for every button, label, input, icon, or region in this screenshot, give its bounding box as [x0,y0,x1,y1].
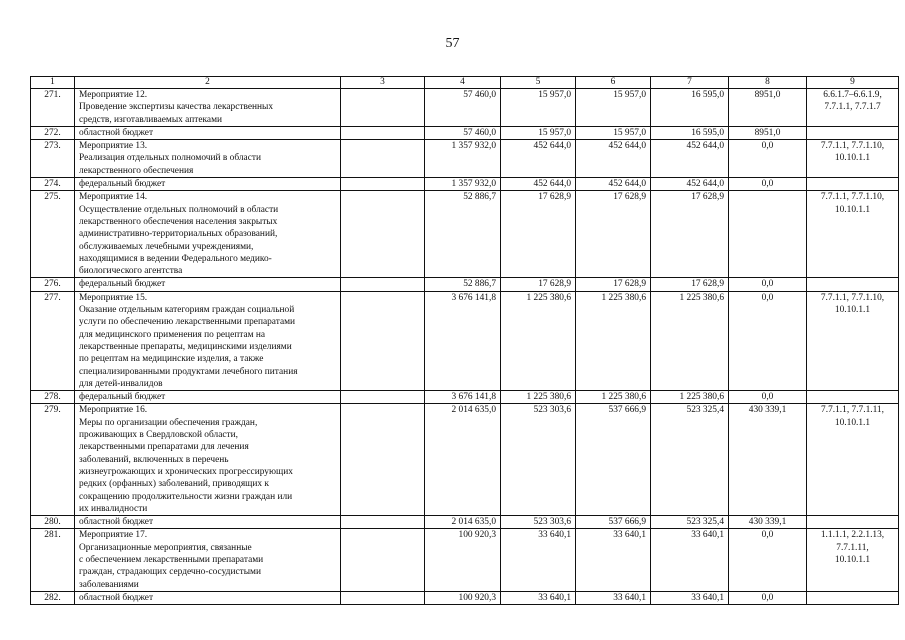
description-line: федеральный бюджет [79,392,166,403]
indicator-line: 10.10.1.1 [834,305,871,316]
description-line: лекарственного обеспечения населения закрытых [79,216,278,227]
indicator-line: 10.10.1.1 [834,554,871,565]
value-col-7: 523 325,4 [651,516,729,529]
table-row [31,178,899,191]
description-line: специализированными продуктами лечебного питания [79,366,298,377]
value-col-5: 523 303,6 [501,516,576,529]
column-3-cell [341,140,425,178]
value-col-5: 15 957,0 [501,126,576,139]
value-col-6: 537 666,9 [576,404,651,516]
value-col-5: 17 628,9 [501,278,576,291]
value-col-4: 52 886,7 [425,191,501,278]
column-3-cell [341,178,425,191]
indicator-line: 7.7.1.1, 7.7.1.7 [824,102,881,113]
description-line: Организационные мероприятия, связанные [79,542,252,553]
description-line: с обеспечением лекарственными препаратами [79,554,264,565]
indicator-line: 7.7.1.1, 7.7.1.10, [820,141,885,152]
row-description [75,404,341,516]
target-indicators [807,591,899,604]
value-col-8: 0,0 [729,391,807,404]
indicator-line: 7.7.1.11, [836,542,869,553]
description-line: федеральный бюджет [79,179,166,190]
target-indicators [807,278,899,291]
value-col-5: 452 644,0 [501,140,576,178]
indicator-line: 10.10.1.1 [834,153,871,164]
row-number: 280. [31,516,75,529]
description-line: Оказание отдельным категориям граждан социальной [79,305,295,316]
row-number: 275. [31,191,75,278]
description-line: Мероприятие 16. [79,405,148,416]
column-3-cell [341,529,425,591]
value-col-7: 1 225 380,6 [651,391,729,404]
description-line: Мероприятие 17. [79,530,148,541]
value-col-7: 452 644,0 [651,140,729,178]
column-header: 6 [576,77,651,89]
value-col-8: 0,0 [729,278,807,291]
table-row [31,529,899,591]
description-line: областной бюджет [79,127,154,138]
description-line: Мероприятие 14. [79,192,148,203]
value-col-6: 33 640,1 [576,591,651,604]
row-description [75,140,341,178]
value-col-8: 0,0 [729,529,807,591]
column-3-cell [341,591,425,604]
indicator-line: 6.6.1.7–6.6.1.9, [823,90,882,100]
target-indicators [807,126,899,139]
row-number: 274. [31,178,75,191]
row-description [75,529,341,591]
value-col-4: 1 357 932,0 [425,140,501,178]
column-header: 9 [807,77,899,89]
indicator-line: 7.7.1.1, 7.7.1.11, [821,405,884,416]
description-line: для детей-инвалидов [79,378,163,389]
value-col-4: 3 676 141,8 [425,291,501,390]
description-line: услуги по обеспечению лекарственными препаратами [79,317,296,328]
description-line: областной бюджет [79,592,154,603]
column-3-cell [341,404,425,516]
row-number: 282. [31,591,75,604]
value-col-8 [729,191,807,278]
value-col-6: 17 628,9 [576,278,651,291]
target-indicators [807,178,899,191]
column-3-cell [341,516,425,529]
value-col-4: 52 886,7 [425,278,501,291]
description-line: редких (орфанных) заболеваний, приводящих к [79,479,269,490]
column-header: 8 [729,77,807,89]
indicator-line: 7.7.1.1, 7.7.1.10, [820,292,885,303]
description-line: биологического агентства [79,266,183,277]
table-row [31,291,899,390]
value-col-4: 100 920,3 [425,591,501,604]
row-description [75,191,341,278]
description-line: Реализация отдельных полномочий в области [79,153,261,164]
value-col-8: 0,0 [729,591,807,604]
column-3-cell [341,278,425,291]
value-col-7: 452 644,0 [651,178,729,191]
table-row [31,191,899,278]
description-line: лекарственные препараты, медицинскими изделиями [79,341,292,352]
value-col-4: 2 014 635,0 [425,404,501,516]
indicator-line: 10.10.1.1 [834,204,871,215]
value-col-8: 430 339,1 [729,404,807,516]
column-header: 1 [31,77,75,89]
value-col-6: 452 644,0 [576,140,651,178]
row-description [75,591,341,604]
value-col-6: 452 644,0 [576,178,651,191]
value-col-4: 57 460,0 [425,89,501,127]
value-col-6: 33 640,1 [576,529,651,591]
column-3-cell [341,391,425,404]
column-header: 4 [425,77,501,89]
description-line: заболеваниями [79,579,139,590]
description-line: жизнеугрожающих и хронических прогрессирующих [79,466,293,477]
column-3-cell [341,89,425,127]
target-indicators [807,516,899,529]
description-line: по рецептам на медицинские изделия, а также [79,354,264,365]
column-3-cell [341,291,425,390]
row-description [75,516,341,529]
column-header: 2 [75,77,341,89]
row-number: 278. [31,391,75,404]
table-row [31,126,899,139]
value-col-7: 17 628,9 [651,278,729,291]
table-row [31,278,899,291]
description-line: заболеваний, включенных в перечень [79,454,229,465]
value-col-5: 452 644,0 [501,178,576,191]
value-col-6: 15 957,0 [576,126,651,139]
value-col-7: 33 640,1 [651,591,729,604]
table-row [31,591,899,604]
row-number: 277. [31,291,75,390]
row-description [75,89,341,127]
value-col-5: 33 640,1 [501,591,576,604]
description-line: обслуживаемых лечебными учреждениями, [79,241,254,252]
value-col-8: 8951,0 [729,126,807,139]
description-line: Мероприятие 12. [79,90,148,100]
description-line: лекарственными препаратами для лечения [79,442,249,453]
value-col-7: 1 225 380,6 [651,291,729,390]
value-col-8: 0,0 [729,291,807,390]
description-line: Мероприятие 15. [79,292,148,303]
description-line: Мероприятие 13. [79,141,148,152]
target-indicators [807,89,899,127]
value-col-8: 430 339,1 [729,516,807,529]
table-row [31,516,899,529]
row-number: 276. [31,278,75,291]
table-body [31,77,899,605]
value-col-6: 1 225 380,6 [576,291,651,390]
table-header-row [31,77,899,89]
value-col-5: 17 628,9 [501,191,576,278]
description-line: Осуществление отдельных полномочий в области [79,204,279,215]
row-description [75,391,341,404]
row-description [75,278,341,291]
budget-table [30,76,899,605]
value-col-7: 523 325,4 [651,404,729,516]
indicator-line: 7.7.1.1, 7.7.1.10, [820,192,885,203]
description-line: областной бюджет [79,517,154,528]
description-line: находящимися в ведении Федерального медико- [79,253,272,264]
row-number: 271. [31,89,75,127]
column-header: 7 [651,77,729,89]
value-col-5: 523 303,6 [501,404,576,516]
description-line: средств, изготавливаемых аптеками [79,114,223,125]
value-col-4: 100 920,3 [425,529,501,591]
indicator-line: 1.1.1.1, 2.2.1.13, [820,530,885,541]
row-description [75,291,341,390]
description-line: для медицинского применения по рецептам на [79,329,266,340]
row-number: 273. [31,140,75,178]
value-col-8: 8951,0 [729,89,807,127]
value-col-8: 0,0 [729,178,807,191]
table-row [31,391,899,404]
value-col-4: 2 014 635,0 [425,516,501,529]
value-col-4: 1 357 932,0 [425,178,501,191]
value-col-6: 1 225 380,6 [576,391,651,404]
row-description [75,126,341,139]
value-col-4: 57 460,0 [425,126,501,139]
value-col-7: 16 595,0 [651,126,729,139]
table-row [31,140,899,178]
target-indicators [807,404,899,516]
value-col-5: 15 957,0 [501,89,576,127]
description-line: граждан, страдающих сердечно-сосудистыми [79,567,261,578]
target-indicators [807,191,899,278]
page-number: 57 [445,36,460,51]
table-row [31,404,899,516]
row-description [75,178,341,191]
target-indicators [807,529,899,591]
description-line: Проведение экспертизы качества лекарственных [79,102,274,113]
row-number: 279. [31,404,75,516]
description-line: сокращению продолжительности жизни граждан или [79,491,293,502]
row-number: 281. [31,529,75,591]
column-3-cell [341,126,425,139]
value-col-8: 0,0 [729,140,807,178]
value-col-5: 1 225 380,6 [501,291,576,390]
value-col-6: 537 666,9 [576,516,651,529]
target-indicators [807,140,899,178]
description-line: проживающих в Свердловской области, [79,430,238,441]
table-row [31,89,899,127]
value-col-4: 3 676 141,8 [425,391,501,404]
row-number: 272. [31,126,75,139]
description-line: лекарственного обеспечения [79,165,194,176]
description-line: федеральный бюджет [79,279,166,290]
value-col-5: 33 640,1 [501,529,576,591]
value-col-5: 1 225 380,6 [501,391,576,404]
value-col-6: 17 628,9 [576,191,651,278]
value-col-7: 17 628,9 [651,191,729,278]
description-line: административно-территориальных образований, [79,229,278,240]
target-indicators [807,391,899,404]
value-col-7: 16 595,0 [651,89,729,127]
column-header: 5 [501,77,576,89]
description-line: их инвалидности [79,503,148,514]
indicator-line: 10.10.1.1 [834,417,871,428]
value-col-6: 15 957,0 [576,89,651,127]
column-3-cell [341,191,425,278]
column-header: 3 [341,77,425,89]
value-col-7: 33 640,1 [651,529,729,591]
description-line: Меры по организации обеспечения граждан, [79,417,258,428]
target-indicators [807,291,899,390]
